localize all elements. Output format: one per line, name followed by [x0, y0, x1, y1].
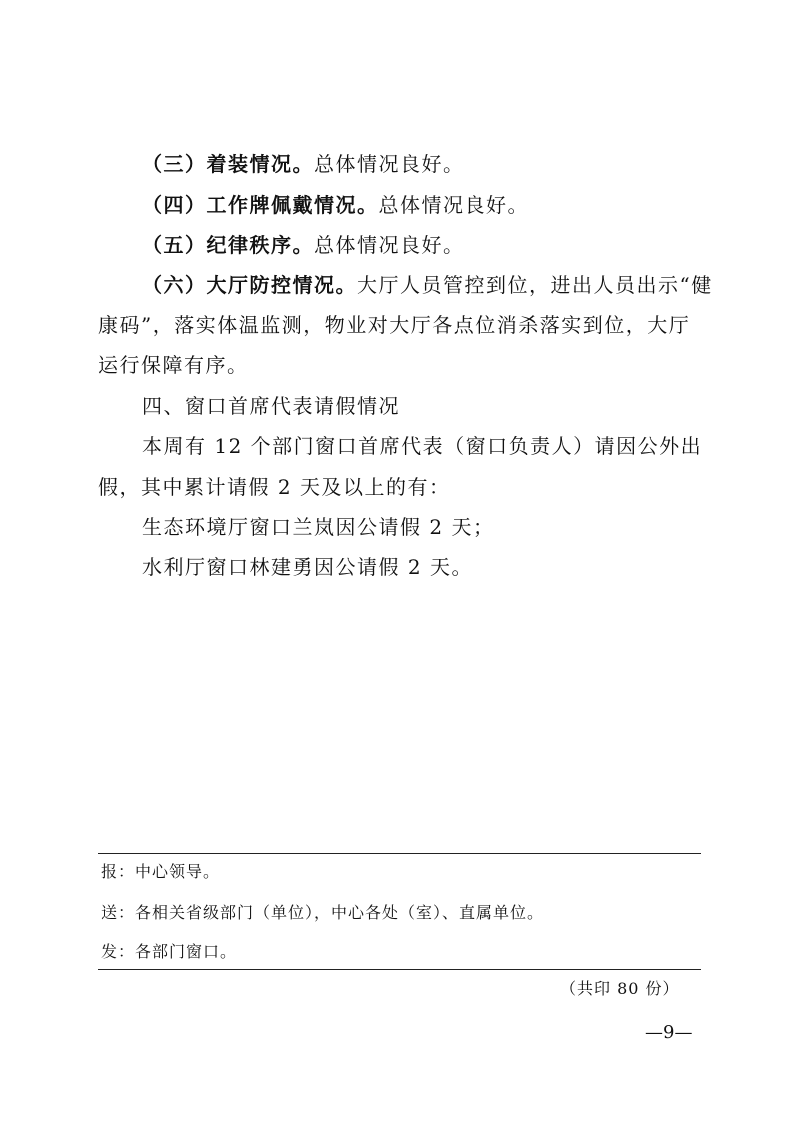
paragraph-dress-label: （三）着装情况。 — [142, 152, 314, 176]
paragraph-discipline-label: （五）纪律秩序。 — [142, 233, 314, 257]
section-text-line2: 假，其中累计请假 2 天及以上的有： — [98, 475, 451, 499]
copies-count: （共印 80 份） — [560, 979, 680, 998]
paragraph-discipline-text: 总体情况良好。 — [314, 233, 465, 257]
paragraph-discipline — [142, 233, 698, 257]
paragraph-hall-control-line2: 康码”，落实体温监测，物业对大厅各点位消杀落实到位，大厅 — [98, 313, 691, 337]
paragraph-dress-text: 总体情况良好。 — [314, 152, 465, 176]
paragraph-hall-control-label: （六）大厅防控情况。 — [142, 273, 357, 297]
distribution-report: 报：中心领导。 — [101, 862, 221, 881]
paragraph-hall-control-text: 大厅人员管控到位，进出人员出示“健 — [357, 273, 713, 297]
paragraph-badge-label: （四）工作牌佩戴情况。 — [142, 193, 379, 217]
paragraph-hall-control — [142, 273, 713, 297]
section-heading: 四、窗口首席代表请假情况 — [142, 394, 400, 418]
divider-bottom — [98, 969, 701, 970]
divider-top — [98, 853, 701, 854]
leave-item: 生态环境厅窗口兰岚因公请假 2 天； — [142, 515, 495, 539]
section-text-line1: 本周有 12 个部门窗口首席代表（窗口负责人）请因公外出 — [142, 434, 703, 458]
paragraph-badge — [142, 193, 698, 217]
paragraph-badge-text: 总体情况良好。 — [378, 193, 529, 217]
paragraph-hall-control-line3: 运行保障有序。 — [98, 353, 249, 377]
paragraph-dress — [142, 152, 698, 176]
leave-item: 水利厅窗口林建勇因公请假 2 天。 — [142, 555, 473, 579]
page-number: —9— — [645, 1022, 693, 1043]
distribution-send: 送：各相关省级部门（单位），中心各处（室）、直属单位。 — [101, 903, 545, 922]
distribution-issue: 发：各部门窗口。 — [101, 942, 238, 961]
